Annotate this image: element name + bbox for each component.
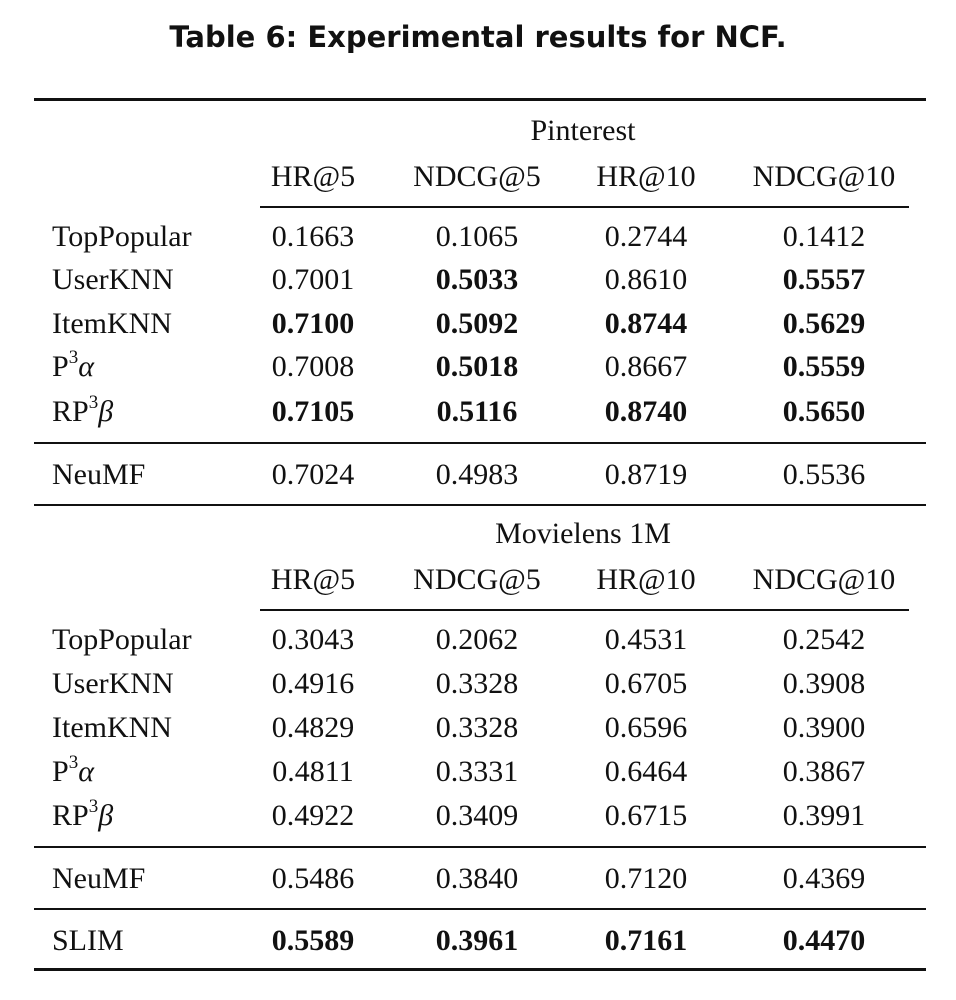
method-greek-letter: α [78,350,94,383]
table-row-value: 0.8610 [604,263,688,296]
table-row-method [52,796,114,833]
section-rule [34,908,926,910]
slim-row-method: SLIM [52,924,124,957]
table-row-value: 0.6715 [604,799,688,832]
method-greek-letter: β [98,799,114,832]
neumf-row-value: 0.5536 [782,458,866,491]
column-header: NDCG@5 [413,563,541,596]
table-row-value: 0.3328 [435,711,519,744]
method-base: P [52,350,69,383]
top-rule [34,98,926,101]
table-row-value: 0.1412 [782,220,866,253]
bottom-rule [34,968,926,971]
table-row-value: 0.7105 [271,395,355,428]
slim-row-value: 0.4470 [782,924,866,957]
table-row-method [52,347,94,384]
table-row-value: 0.3328 [435,667,519,700]
neumf-row-method: NeuMF [52,458,146,491]
table-row-value: 0.2542 [782,623,866,656]
neumf-row-value: 0.7120 [604,862,688,895]
column-header: NDCG@5 [413,160,541,193]
dataset-group-header: Pinterest [530,114,636,147]
table-row-value: 0.7100 [271,307,355,340]
section-rule [34,442,926,444]
table-row-value: 0.4916 [271,667,355,700]
neumf-row-value: 0.8719 [604,458,688,491]
method-greek-letter: β [98,395,114,428]
table-row-value: 0.3991 [782,799,866,832]
neumf-row-value: 0.5486 [271,862,355,895]
table-row-method: ItemKNN [52,307,172,340]
section-rule [34,504,926,506]
table-row-value: 0.4829 [271,711,355,744]
neumf-row-value: 0.4983 [435,458,519,491]
method-superscript: 3 [88,796,99,817]
table-row-value: 0.8740 [604,395,688,428]
table-row-value: 0.5557 [782,263,866,296]
column-header: HR@5 [270,160,356,193]
table-row-value: 0.8667 [604,350,688,383]
slim-row-value: 0.7161 [604,924,688,957]
table-row-value: 0.2744 [604,220,688,253]
table-row-value: 0.6464 [604,755,688,788]
table-row-value: 0.4811 [272,755,354,788]
slim-row-value: 0.5589 [271,924,355,957]
neumf-row-value: 0.4369 [782,862,866,895]
table-row-method: TopPopular [52,623,192,656]
slim-row-value: 0.3961 [435,924,519,957]
table-row-value: 0.5033 [435,263,519,296]
table-row-value: 0.3908 [782,667,866,700]
method-base: P [52,755,69,788]
method-superscript: 3 [68,752,79,773]
column-header: NDCG@10 [752,563,896,596]
neumf-row-value: 0.7024 [271,458,355,491]
table-row-value: 0.6705 [604,667,688,700]
neumf-row-method: NeuMF [52,862,146,895]
table-row-value: 0.3331 [435,755,519,788]
dataset-group-header: Movielens 1M [495,517,671,550]
column-header: NDCG@10 [752,160,896,193]
group-underline [260,206,909,208]
table-caption: Table 6: Experimental results for NCF. [169,20,787,54]
table-row-value: 0.5650 [782,395,866,428]
table-row-value: 0.2062 [435,623,519,656]
table-row-value: 0.5629 [782,307,866,340]
table-row-value: 0.3409 [435,799,519,832]
table-row-value: 0.5559 [782,350,866,383]
table-row-method: TopPopular [52,220,192,253]
table-row-value: 0.3900 [782,711,866,744]
table-row-value: 0.3043 [271,623,355,656]
table-row-value: 0.7008 [271,350,355,383]
table-row-value: 0.8744 [604,307,688,340]
table-row-value: 0.5116 [436,395,518,428]
method-base: RP [52,395,89,428]
method-base: RP [52,799,89,832]
table-row-value: 0.6596 [604,711,688,744]
method-superscript: 3 [88,392,99,413]
table-row-method: ItemKNN [52,711,172,744]
table-row-method: UserKNN [52,667,174,700]
table-row-value: 0.4922 [271,799,355,832]
column-header: HR@5 [270,563,356,596]
method-greek-letter: α [78,755,94,788]
table-row-value: 0.5018 [435,350,519,383]
table-row-value: 0.3867 [782,755,866,788]
method-superscript: 3 [68,347,79,368]
section-rule [34,846,926,848]
table-row-value: 0.1663 [271,220,355,253]
table-row-method [52,752,94,789]
table-row-value: 0.1065 [435,220,519,253]
neumf-row-value: 0.3840 [435,862,519,895]
group-underline [260,609,909,611]
table-row-method [52,392,114,429]
table-row-value: 0.4531 [604,623,688,656]
table-row-value: 0.7001 [271,263,355,296]
column-header: HR@10 [596,160,696,193]
table-row-method: UserKNN [52,263,174,296]
column-header: HR@10 [596,563,696,596]
table-row-value: 0.5092 [435,307,519,340]
